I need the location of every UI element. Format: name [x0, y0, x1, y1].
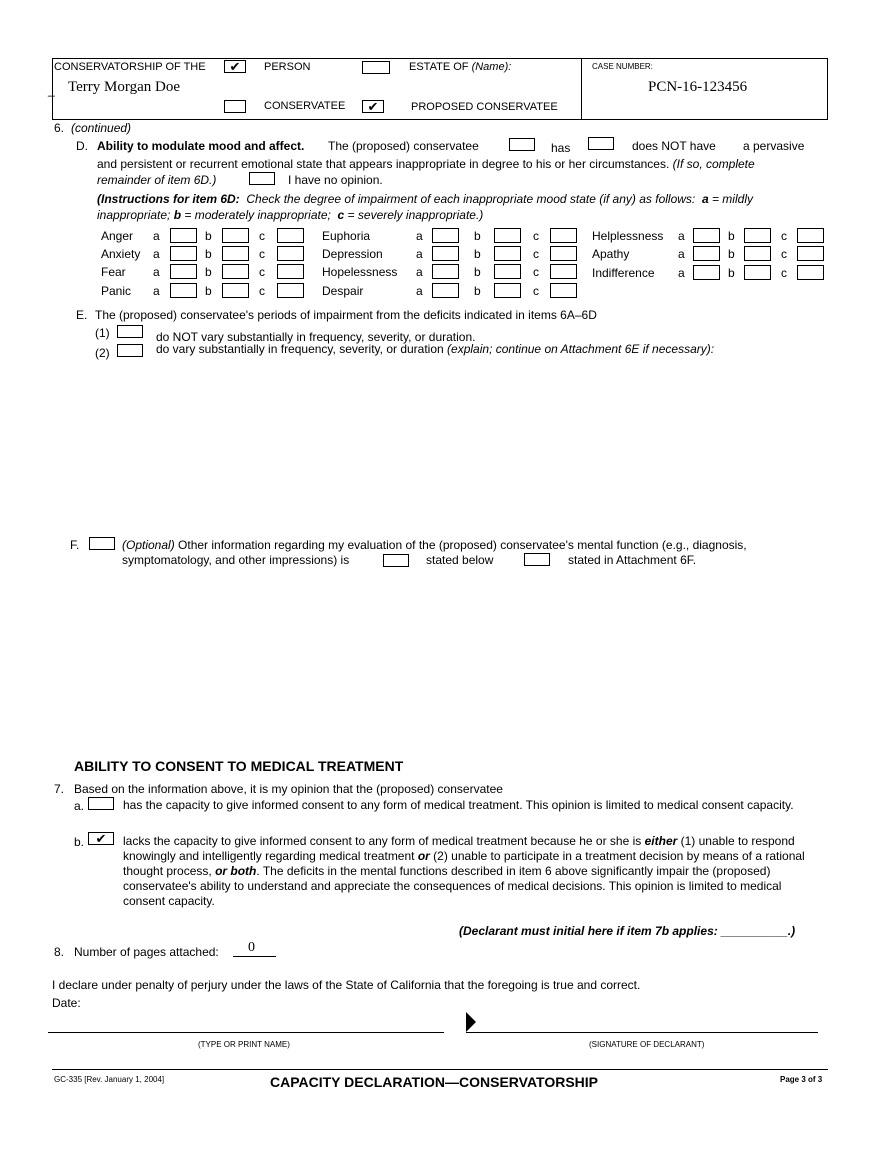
mood-grade-b-checkbox[interactable]: [222, 264, 249, 279]
item6e1-text: do NOT vary substantially in frequency, severity, or duration.: [156, 330, 476, 344]
item6-number: 6.: [54, 121, 65, 135]
item6f-letter: F.: [70, 538, 80, 552]
name-underscore: _: [48, 83, 55, 97]
conservatee-name-field[interactable]: Terry Morgan Doe: [68, 79, 180, 95]
mood-grade-b-checkbox[interactable]: [494, 264, 521, 279]
date-label: Date:: [52, 996, 81, 1010]
case-number-label: CASE NUMBER:: [592, 62, 653, 71]
grade-c-label: c: [533, 284, 539, 298]
grade-b-label: b: [205, 284, 212, 298]
item7a-checkbox[interactable]: [88, 797, 114, 810]
item6e1-number: (1): [95, 326, 110, 340]
mood-grade-c-checkbox[interactable]: [550, 283, 577, 298]
pages-attached-field[interactable]: 0: [248, 940, 255, 955]
item6d-line3: remainder of item 6D.): [97, 173, 217, 187]
grade-c-label: c: [533, 229, 539, 243]
has-checkbox[interactable]: [509, 138, 535, 151]
conservatee-label: CONSERVATEE: [264, 100, 346, 112]
mood-grade-a-checkbox[interactable]: [170, 283, 197, 298]
mood-grade-c-checkbox[interactable]: [550, 228, 577, 243]
grade-c-label: c: [259, 247, 265, 261]
has-label: has: [551, 141, 571, 155]
does-not-have-label: does NOT have: [632, 139, 716, 153]
grade-a-label: a: [416, 229, 423, 243]
grade-b-label: b: [474, 247, 481, 261]
grade-a-label: a: [153, 265, 160, 279]
stated-attachment-checkbox[interactable]: [524, 553, 550, 566]
person-label: PERSON: [264, 61, 311, 73]
grade-a-label: a: [416, 265, 423, 279]
item8-label: Number of pages attached:: [74, 945, 219, 959]
mood-grade-c-checkbox[interactable]: [277, 264, 304, 279]
grade-b-label: b: [205, 229, 212, 243]
mood-grade-b-checkbox[interactable]: [222, 228, 249, 243]
stated-below-label: stated below: [426, 553, 494, 567]
item7a-letter: a.: [74, 799, 85, 813]
mood-grade-c-checkbox[interactable]: [277, 283, 304, 298]
e1-checkbox[interactable]: [117, 325, 143, 338]
grade-a-label: a: [416, 247, 423, 261]
mood-grade-a-checkbox[interactable]: [170, 246, 197, 261]
grade-c-label: c: [259, 229, 265, 243]
grade-a-label: a: [678, 266, 685, 280]
mood-label: Depression: [322, 247, 383, 261]
mood-label: Hopelessness: [322, 265, 398, 279]
item6e2-text: do vary substantially in frequency, severity, or duration (explain; continue on Attachment 6E if necessary):: [156, 342, 715, 356]
grade-b-label: b: [205, 247, 212, 261]
mood-grade-c-checkbox[interactable]: [277, 246, 304, 261]
item6f-text: (Optional) Other information regarding my evaluation of the (proposed) conservatee's mental function (e.g., diagnosis,: [122, 538, 747, 552]
grade-b-label: b: [474, 265, 481, 279]
item6e-text: The (proposed) conservatee's periods of impairment from the deficits indicated in items 6A–6D: [95, 308, 597, 322]
no-opinion-label: I have no opinion.: [288, 173, 383, 187]
does-not-have-checkbox[interactable]: [588, 137, 614, 150]
proposed-conservatee-label: PROPOSED CONSERVATEE: [411, 101, 558, 113]
item7b-checkbox[interactable]: ✔: [88, 832, 114, 845]
mood-grade-c-checkbox[interactable]: [797, 228, 824, 243]
mood-label: Helplessness: [592, 229, 664, 243]
item7-number: 7.: [54, 782, 65, 796]
header-divider: [581, 58, 582, 120]
case-number-field[interactable]: PCN-16-123456: [648, 79, 748, 95]
mood-grade-a-checkbox[interactable]: [432, 264, 459, 279]
estate-label: ESTATE OF (Name):: [409, 61, 512, 73]
no-opinion-checkbox[interactable]: [249, 172, 275, 185]
mood-grade-a-checkbox[interactable]: [432, 228, 459, 243]
mood-grade-b-checkbox[interactable]: [744, 265, 771, 280]
declaration-text: I declare under penalty of perjury under the laws of the State of California that the foregoing is true and correct.: [52, 978, 641, 992]
conservatorship-label: CONSERVATORSHIP OF THE: [54, 61, 206, 73]
proposed-conservatee-checkbox[interactable]: ✔: [362, 100, 384, 113]
mood-grade-a-checkbox[interactable]: [170, 228, 197, 243]
instructions-line2: inappropriate; b = moderately inappropriate; c = severely inappropriate.): [97, 208, 484, 222]
mood-grade-b-checkbox[interactable]: [494, 283, 521, 298]
mood-grade-b-checkbox[interactable]: [744, 246, 771, 261]
grade-c-label: c: [533, 247, 539, 261]
grade-a-label: a: [153, 284, 160, 298]
estate-checkbox[interactable]: [362, 61, 390, 74]
pervasive-text: a pervasive: [743, 139, 805, 153]
mood-label: Panic: [101, 284, 132, 298]
grade-c-label: c: [781, 229, 787, 243]
mood-grade-a-checkbox[interactable]: [170, 264, 197, 279]
mood-grade-a-checkbox[interactable]: [693, 265, 720, 280]
grade-c-label: c: [533, 265, 539, 279]
pages-attached-underline: [233, 956, 276, 957]
grade-a-label: a: [678, 229, 685, 243]
grade-b-label: b: [728, 266, 735, 280]
mood-grade-b-checkbox[interactable]: [494, 246, 521, 261]
form-id: GC-335 [Rev. January 1, 2004]: [54, 1075, 165, 1084]
signature-line[interactable]: [466, 1032, 818, 1033]
signature-label: (SIGNATURE OF DECLARANT): [589, 1040, 705, 1049]
signature-arrow-icon: [466, 1012, 476, 1032]
item7-intro: Based on the information above, it is my opinion that the (proposed) conservatee: [74, 782, 503, 796]
mood-label: Euphoria: [322, 229, 371, 243]
e2-checkbox[interactable]: [117, 344, 143, 357]
mood-label: Anxiety: [101, 247, 141, 261]
grade-b-label: b: [474, 229, 481, 243]
mood-label: Anger: [101, 229, 134, 243]
footer-rule: [52, 1069, 828, 1070]
f-checkbox[interactable]: [89, 537, 115, 550]
type-name-label: (TYPE OR PRINT NAME): [198, 1040, 290, 1049]
instructions-line1: (Instructions for item 6D: Check the degree of impairment of each inappropriate mood state (if any) as follows: a = mildly: [97, 192, 753, 206]
footer-title: CAPACITY DECLARATION—CONSERVATORSHIP: [270, 1074, 598, 1090]
mood-grade-c-checkbox[interactable]: [550, 246, 577, 261]
conservatee-checkbox[interactable]: [224, 100, 246, 113]
initial-note: (Declarant must initial here if item 7b applies: __________.): [459, 924, 796, 938]
mood-grade-c-checkbox[interactable]: [277, 228, 304, 243]
person-checkbox[interactable]: ✔: [224, 60, 246, 73]
item6e-letter: E.: [76, 308, 88, 322]
item8-number: 8.: [54, 945, 65, 959]
item7b-text: lacks the capacity to give informed consent to any form of medical treatment because he or she is either (1) unable to respond knowingly and intelligently regarding medical treatment or (2) unable to participate in a treatment decision by means of a rational thought process, or both. The deficits in the mental functions described in item 6 above significantly impair the (proposed) conservatee's ability to understand and appreciate the consequences of medical decisions. This opinion is limited to medical consent capacity.: [123, 834, 805, 908]
mood-label: Fear: [101, 265, 126, 279]
item6d-letter: D.: [76, 139, 88, 153]
page-number: Page 3 of 3: [780, 1075, 823, 1084]
grade-a-label: a: [153, 247, 160, 261]
section7-heading: ABILITY TO CONSENT TO MEDICAL TREATMENT: [74, 758, 404, 774]
grade-a-label: a: [153, 229, 160, 243]
grade-b-label: b: [205, 265, 212, 279]
mood-grade-b-checkbox[interactable]: [222, 246, 249, 261]
stated-below-checkbox[interactable]: [383, 554, 409, 567]
grade-c-label: c: [259, 265, 265, 279]
mood-grade-a-checkbox[interactable]: [693, 228, 720, 243]
grade-b-label: b: [728, 247, 735, 261]
grade-a-label: a: [678, 247, 685, 261]
mood-label: Apathy: [592, 247, 630, 261]
grade-c-label: c: [259, 284, 265, 298]
mood-grade-b-checkbox[interactable]: [744, 228, 771, 243]
mood-grade-b-checkbox[interactable]: [222, 283, 249, 298]
mood-grade-c-checkbox[interactable]: [550, 264, 577, 279]
mood-grade-b-checkbox[interactable]: [494, 228, 521, 243]
name-line[interactable]: [48, 1032, 444, 1033]
item6-continued: (continued): [71, 121, 132, 135]
mood-label: Despair: [322, 284, 364, 298]
grade-a-label: a: [416, 284, 423, 298]
mood-label: Indifference: [592, 266, 655, 280]
mood-grade-a-checkbox[interactable]: [432, 283, 459, 298]
item6d-line2: and persistent or recurrent emotional state that appears inappropriate in degree to his or her circumstances. (If so, complete: [97, 157, 755, 171]
stated-attachment-label: stated in Attachment 6F.: [568, 553, 697, 567]
item7a-text: has the capacity to give informed consent to any form of medical treatment. This opinion is limited to medical consent capacity.: [123, 798, 794, 812]
item6d-title: Ability to modulate mood and affect.: [97, 139, 305, 153]
mood-grade-a-checkbox[interactable]: [432, 246, 459, 261]
item6f-text2: symptomatology, and other impressions) is: [122, 553, 350, 567]
mood-grade-c-checkbox[interactable]: [797, 265, 824, 280]
mood-grade-c-checkbox[interactable]: [797, 246, 824, 261]
item7b-letter: b.: [74, 835, 85, 849]
grade-b-label: b: [728, 229, 735, 243]
grade-b-label: b: [474, 284, 481, 298]
grade-c-label: c: [781, 266, 787, 280]
item6d-text: The (proposed) conservatee: [328, 139, 479, 153]
grade-c-label: c: [781, 247, 787, 261]
mood-grade-a-checkbox[interactable]: [693, 246, 720, 261]
item6e2-number: (2): [95, 346, 110, 360]
